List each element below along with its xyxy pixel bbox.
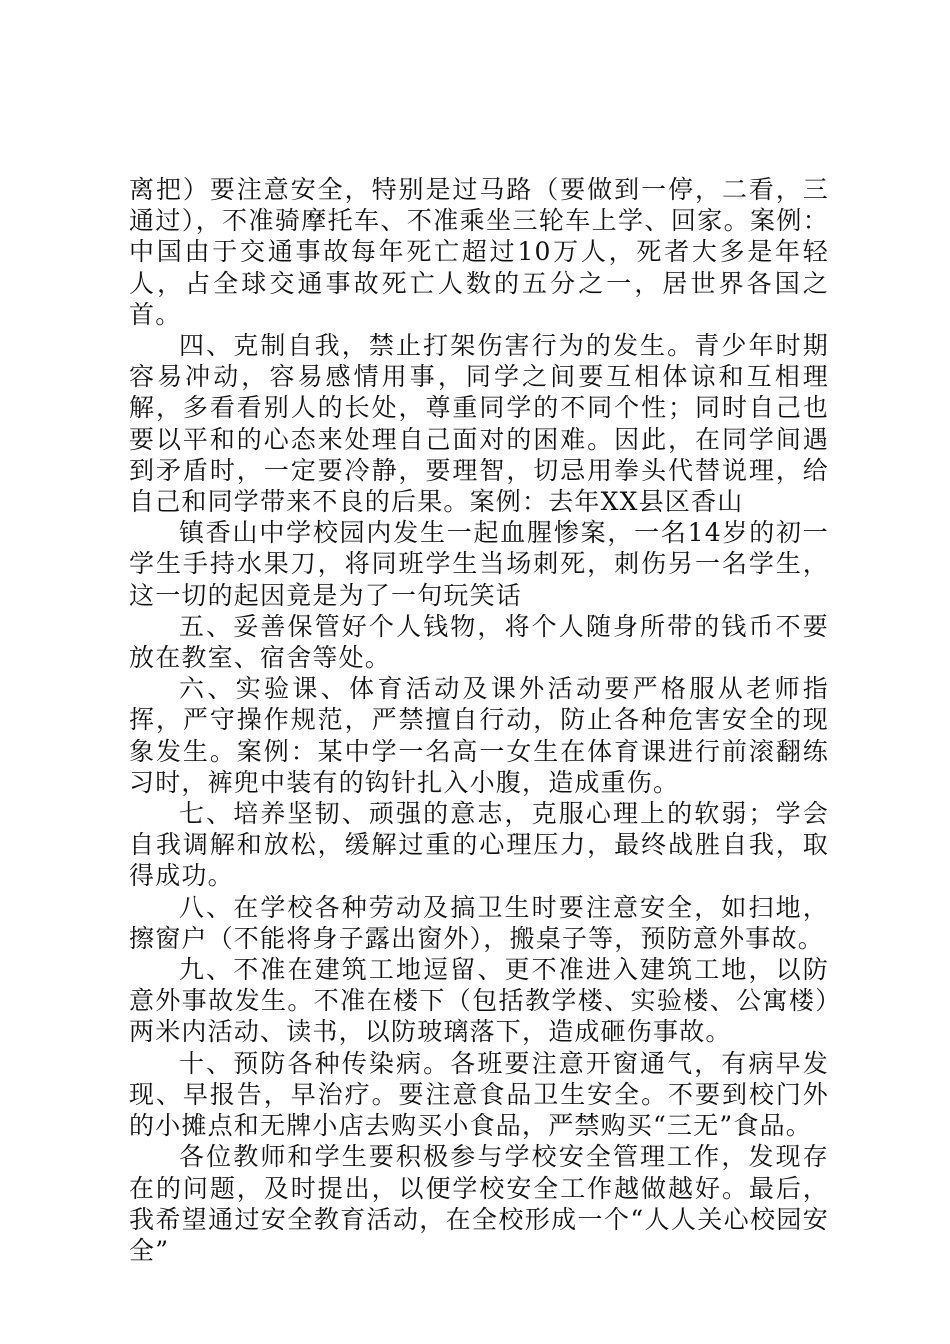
document-body: [129, 174, 829, 1266]
paragraph-willpower: 七、培养坚韧、顽强的意志，克服心理上的软弱；学会自我调解和放松，缓解过重的心理压力，最终战胜自我，取得成功。: [129, 799, 829, 891]
paragraph-case-xiangshan: 镇香山中学校园内发生一起血腥惨案，一名14岁的初一学生手持水果刀，将同班学生当场刺死，刺伤另一名学生，这一切的起因竟是为了一句玩笑话: [129, 518, 829, 610]
paragraph-construction-site: 九、不准在建筑工地逗留、更不准进入建筑工地，以防意外事故发生。不准在楼下（包括教学楼、实验楼、公寓楼）两米内活动、读书，以防玻璃落下，造成砸伤事故。: [129, 955, 829, 1047]
paragraph-disease-food: 十、预防各种传染病。各班要注意开窗通气，有病早发现、早报告，早治疗。要注意食品卫生安全。不要到校门外的小摊点和无牌小店去购买小食品，严禁购买“三无”食品。: [129, 1048, 829, 1141]
paragraph-closing: 各位教师和学生要积极参与学校安全管理工作，发现存在的问题，及时提出，以便学校安全工作越做越好。最后，我希望通过安全教育活动，在全校形成一个“人人关心校园安全”: [129, 1142, 829, 1265]
paragraph-lab-sports: 六、实验课、体育活动及课外活动要严格服从老师指挥，严守操作规范，严禁擅自行动，防止各种危害安全的现象发生。案例：某中学一名高一女生在体育课进行前滚翻练习时，裤兜中装有的钩针扎入小腹，造成重伤。: [129, 674, 829, 797]
paragraph-labor-cleaning: 八、在学校各种劳动及搞卫生时要注意安全，如扫地，擦窗户（不能将身子露出窗外），搬桌子等，预防意外事故。: [129, 892, 829, 953]
paragraph-self-control: 四、克制自我，禁止打架伤害行为的发生。青少年时期容易冲动，容易感情用事，同学之间要互相体谅和互相理解，多看看别人的长处，尊重同学的不同个性；同时自己也要以平和的心态来处理自己面对的困难。因此，在同学间遇到矛盾时，一定要冷静，要理智，切忌用拳头代替说理，给自己和同学带来不良的后果。案例：去年XX县区香山: [129, 331, 829, 517]
paragraph-traffic-safety: 离把）要注意安全，特别是过马路（要做到一停，二看，三通过），不准骑摩托车、不准乘坐三轮车上学、回家。案例：中国由于交通事故每年死亡超过10万人，死者大多是年轻人，占全球交通事故死亡人数的五分之一，居世界各国之首。: [129, 175, 829, 329]
paragraph-belongings: 五、妥善保管好个人钱物，将个人随身所带的钱币不要放在教室、宿舍等处。: [129, 611, 829, 673]
